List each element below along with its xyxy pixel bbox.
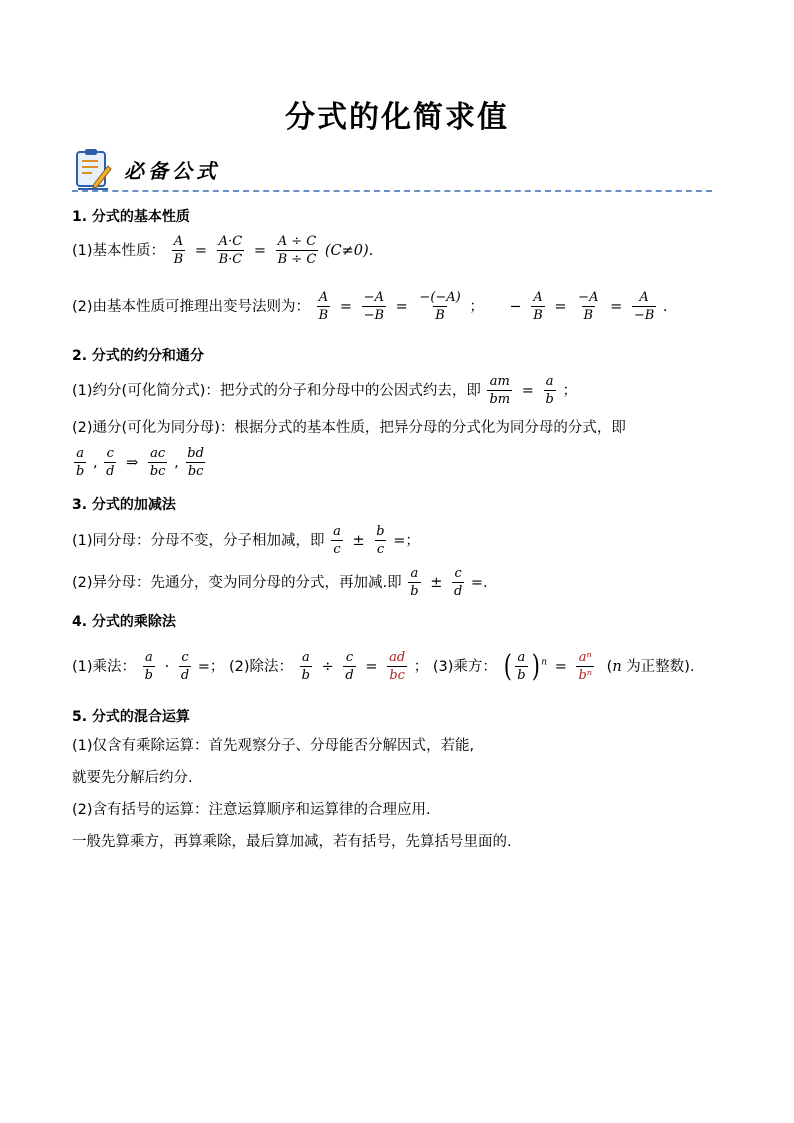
power-label: (3)乘方：: [432, 658, 497, 675]
denominator: bm: [489, 392, 511, 407]
s3-line-1: [72, 524, 420, 557]
comma: ,: [174, 454, 179, 471]
s5-line-2: 就要先分解后约分.: [72, 770, 193, 786]
fraction: [179, 650, 191, 683]
fraction: [374, 524, 386, 557]
s2-line-3: [72, 446, 208, 479]
numerator: ad: [389, 650, 406, 665]
fraction: [217, 234, 245, 267]
fraction: [362, 290, 386, 323]
equals-sign: =: [395, 298, 408, 315]
numerator: A: [533, 290, 543, 305]
page-title: 分式的化简求值: [285, 100, 509, 135]
fraction: [544, 374, 556, 407]
fraction: [487, 374, 512, 407]
denominator: b: [301, 668, 310, 683]
multiplication-end: =；: [197, 658, 225, 675]
fraction: [185, 446, 206, 479]
s2-line-2: (2)通分(可化为同分母)：根据分式的基本性质，把异分母的分式化为同分母的分式，即: [72, 420, 626, 436]
denominator: B: [435, 308, 445, 323]
fraction: [148, 446, 168, 479]
numerator: a: [301, 650, 310, 665]
numerator: a: [144, 650, 153, 665]
implies-arrow: ⇒: [126, 454, 139, 471]
s5-line-1: (1)仅含有乘除运算：首先观察分子、分母能否分解因式，若能,: [72, 738, 475, 754]
fraction-red: [387, 650, 407, 683]
denominator: B: [173, 252, 184, 267]
equals-sign: =: [554, 658, 567, 675]
numerator: a: [410, 566, 419, 581]
denominator: b: [144, 668, 153, 683]
fraction: [343, 650, 355, 683]
numerator: c: [454, 566, 462, 581]
denominator: c: [333, 542, 341, 557]
fraction: [408, 566, 420, 599]
denominator: −B: [363, 308, 385, 323]
dashed-divider: [72, 190, 712, 192]
denominator: bⁿ: [578, 668, 593, 683]
fraction: [317, 290, 331, 323]
divide-operator: ÷: [321, 658, 334, 675]
s3-line-2: [72, 566, 488, 599]
semicolon: ；: [413, 658, 429, 675]
numerator: A: [639, 290, 649, 305]
denominator: b: [517, 668, 526, 683]
clipboard-pencil-icon: [74, 148, 112, 190]
fraction: [143, 650, 155, 683]
numerator: b: [376, 524, 385, 539]
section-heading-5: 5. 分式的混合运算: [72, 709, 190, 725]
fraction: [331, 524, 343, 557]
fraction: [515, 650, 527, 683]
right-paren: ): [531, 648, 540, 684]
denominator: bc: [187, 464, 204, 479]
s5-line-4: 一般先算乘方，再算乘除，最后算加减，若有括号，先算括号里面的.: [72, 834, 512, 850]
s1-line-2: [72, 290, 668, 323]
denominator: b: [76, 464, 85, 479]
denominator: bc: [389, 668, 405, 683]
equals-sign: =: [554, 298, 567, 315]
banner-label: 必备公式: [124, 159, 220, 183]
numerator: a: [76, 446, 85, 461]
multiplication-label: (1)乘法：: [72, 658, 137, 675]
equals-sign: =: [365, 658, 378, 675]
fraction: [276, 234, 319, 267]
denominator: B ÷ C: [277, 252, 317, 267]
numerator: −A: [363, 290, 384, 305]
section-heading-2: 2. 分式的约分和通分: [72, 348, 204, 364]
s2-line-1: [72, 374, 577, 407]
denominator: bc: [149, 464, 166, 479]
fraction: [300, 650, 312, 683]
denominator: −B: [633, 308, 655, 323]
numerator: A ÷ C: [277, 234, 317, 249]
fraction: [74, 446, 86, 479]
s3-l1-end: =；: [393, 532, 420, 549]
left-paren: (: [503, 648, 512, 684]
fraction: [172, 234, 186, 267]
s2-l1-label: (1)约分(可化简分式)：把分式的分子和分母中的公因式约去，即: [72, 382, 481, 399]
denominator: b: [545, 392, 554, 407]
dot-operator: ·: [164, 658, 170, 675]
fraction: [576, 290, 600, 323]
fraction: [632, 290, 656, 323]
fraction-red: [576, 650, 594, 683]
numerator: −A: [578, 290, 599, 305]
equals-sign: =: [253, 242, 266, 259]
section-heading-1: 1. 分式的基本性质: [72, 209, 190, 225]
denominator: B: [318, 308, 329, 323]
numerator: c: [345, 650, 354, 665]
minus-sign: −: [509, 298, 522, 315]
equals-sign: =: [610, 298, 623, 315]
numerator: −(−A): [419, 290, 461, 305]
fraction: [531, 290, 545, 323]
denominator: B: [533, 308, 543, 323]
s3-l2-end: =.: [470, 574, 488, 591]
numerator: a: [333, 524, 341, 539]
numerator: am: [489, 374, 510, 389]
numerator: ac: [150, 446, 166, 461]
denominator: B·C: [218, 252, 243, 267]
condition: (C≠0).: [324, 242, 374, 259]
power-note: (n 为正整数).: [606, 658, 695, 675]
s3-l1-label: (1)同分母：分母不变，分子相加减，即: [72, 532, 325, 549]
plus-minus-sign: ±: [430, 574, 443, 591]
n-variable: n: [612, 658, 622, 675]
numerator: bd: [187, 446, 204, 461]
denominator: b: [410, 584, 419, 599]
numerator: c: [106, 446, 114, 461]
fraction: [452, 566, 464, 599]
denominator: B: [583, 308, 594, 323]
s4-line-1: [72, 650, 695, 683]
s5-line-3: (2)含有括号的运算：注意运算顺序和运算律的合理应用.: [72, 802, 431, 818]
numerator: A: [318, 290, 329, 305]
section-heading-3: 3. 分式的加减法: [72, 497, 176, 513]
denominator: c: [376, 542, 385, 557]
power-note-text: 为正整数).: [626, 658, 695, 675]
plus-minus-sign: ±: [352, 532, 365, 549]
denominator: d: [106, 464, 115, 479]
separator: ；: [469, 298, 484, 315]
numerator: a: [517, 650, 526, 665]
s1-l2-label: (2)由基本性质可推理出变号法则为：: [72, 298, 311, 315]
section-heading-4: 4. 分式的乘除法: [72, 614, 176, 630]
denominator: d: [345, 668, 354, 683]
numerator: A·C: [218, 234, 243, 249]
division-label: (2)除法：: [229, 658, 294, 675]
denominator: d: [453, 584, 463, 599]
numerator: aⁿ: [578, 650, 592, 665]
denominator: d: [180, 668, 190, 683]
equals-sign: =: [339, 298, 352, 315]
semicolon: ；: [562, 382, 577, 399]
equals-sign: =: [194, 242, 207, 259]
formula-banner: [72, 146, 712, 196]
numerator: a: [545, 374, 554, 389]
exponent: n: [541, 657, 548, 668]
numerator: A: [173, 234, 184, 249]
s3-l2-label: (2)异分母：先通分，变为同分母的分式，再加减.即: [72, 574, 402, 591]
equals-sign: =: [521, 382, 534, 399]
fraction: [104, 446, 116, 479]
numerator: c: [181, 650, 189, 665]
s1-line-1: [72, 234, 373, 267]
period: .: [662, 298, 668, 315]
s1-l1-label: (1)基本性质：: [72, 242, 166, 259]
fraction: [417, 290, 462, 323]
comma: ,: [92, 454, 98, 471]
